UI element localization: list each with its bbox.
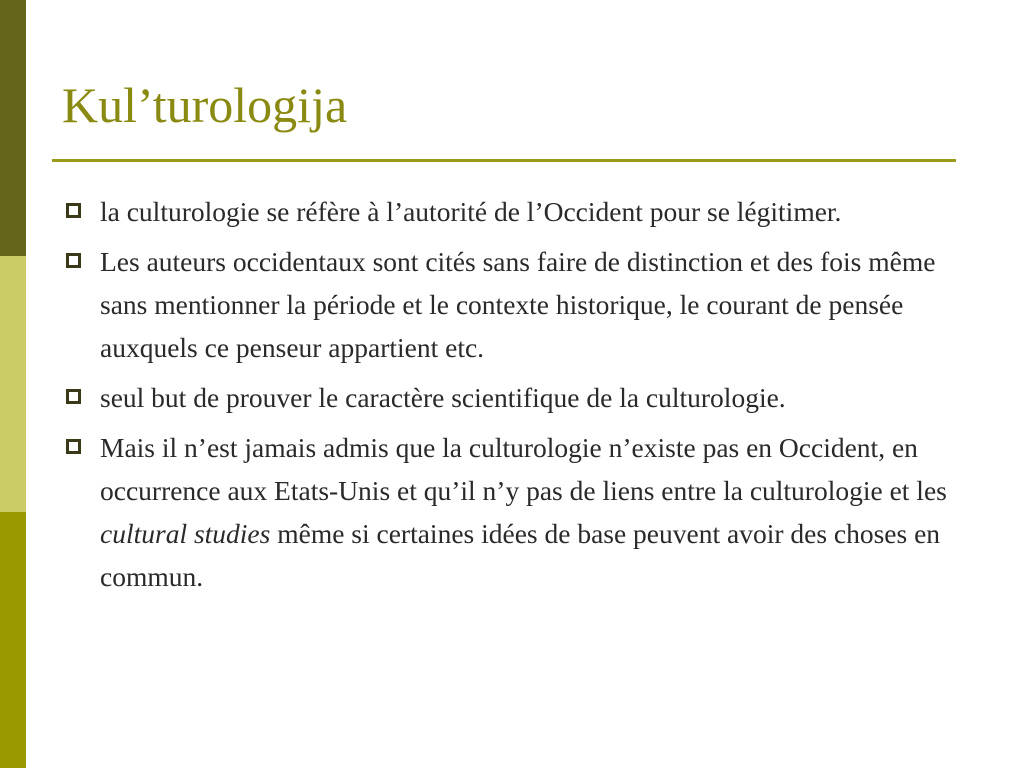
- bullet-text: la culturologie se réfère à l’autorité de l’Occident pour se légitimer.: [100, 196, 842, 227]
- bullet-item: [66, 376, 971, 419]
- bullet-item: [66, 190, 971, 233]
- bullet-item: [66, 240, 971, 369]
- square-bullet-icon: [66, 439, 81, 454]
- bullet-text: Mais il n’est jamais admis que la culturologie n’existe pas en Occident, en occurrence aux Etats-Unis et qu’il n’y pas de liens entre la culturologie et les cultural studies même si certaines idées de base peuvent avoir des choses en commun.: [100, 432, 947, 592]
- bullet-item: [66, 426, 971, 598]
- slide-title: Kul’turologija: [62, 77, 348, 133]
- bullet-text: Les auteurs occidentaux sont cités sans faire de distinction et des fois même sans mentionner la période et le contexte historique, le courant de pensée auxquels ce penseur appartient etc.: [100, 246, 936, 363]
- title-underline: [52, 159, 956, 162]
- side-bar-bottom: [0, 512, 26, 768]
- square-bullet-icon: [66, 203, 81, 218]
- bullet-text: seul but de prouver le caractère scientifique de la culturologie.: [100, 382, 786, 413]
- side-bar-middle: [0, 256, 26, 512]
- side-bar-top: [0, 0, 26, 256]
- square-bullet-icon: [66, 253, 81, 268]
- bullet-list: [66, 190, 971, 605]
- square-bullet-icon: [66, 389, 81, 404]
